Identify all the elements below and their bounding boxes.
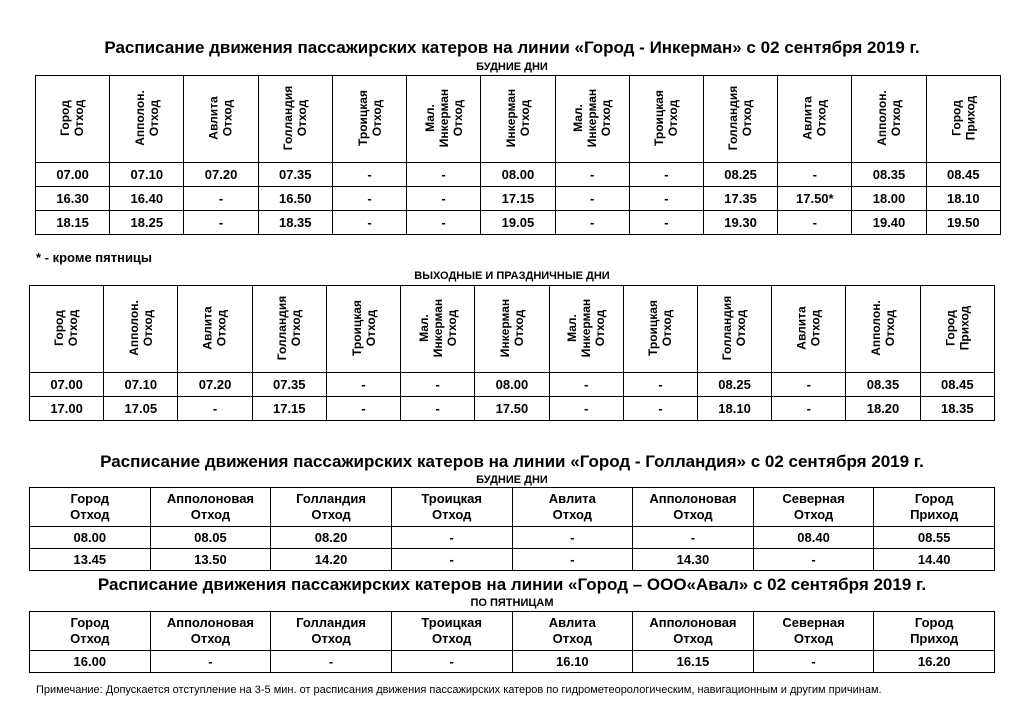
column-header [332, 76, 406, 163]
column-header [407, 76, 481, 163]
column-header-label: Троицкая Отход [646, 300, 675, 356]
column-header [475, 286, 549, 373]
time-cell: - [332, 211, 406, 235]
column-header: Авлита Отход [512, 612, 633, 651]
column-header: Апполоновая Отход [633, 612, 754, 651]
column-header [846, 286, 920, 373]
column-header [30, 286, 104, 373]
time-cell: 13.45 [30, 549, 151, 571]
time-cell: - [401, 397, 475, 421]
column-header: Голландия Отход [271, 612, 392, 651]
time-cell: 07.00 [30, 373, 104, 397]
table-row [30, 549, 995, 571]
time-cell: 19.30 [703, 211, 777, 235]
time-cell: - [629, 163, 703, 187]
column-header-label: Город Отход [52, 309, 81, 347]
column-header-label: Авлита Отход [800, 96, 829, 140]
column-header-label: Авлита Отход [201, 306, 230, 350]
time-cell: 17.05 [104, 397, 178, 421]
table-gollandiya [29, 487, 995, 571]
time-cell: 17.50* [778, 187, 852, 211]
time-cell: - [391, 549, 512, 571]
time-cell: - [401, 373, 475, 397]
table-row [30, 373, 995, 397]
time-cell: 13.50 [150, 549, 271, 571]
column-header [629, 76, 703, 163]
time-cell: 16.40 [110, 187, 184, 211]
time-cell: 17.35 [703, 187, 777, 211]
column-header-label: Инкерман Отход [497, 298, 526, 358]
footer-note: Примечание: Допускается отступление на 3-5 мин. от расписания движения пассажирских катеров по гидрометеорологическим, навигационным и другим причинам. [36, 684, 882, 696]
table-row [30, 527, 995, 549]
column-header-label: Мал. Инкерман Отход [571, 88, 614, 148]
time-cell: 07.35 [258, 163, 332, 187]
column-header: Апполоновая Отход [150, 612, 271, 651]
column-header-label: Мал. Инкерман Отход [565, 298, 608, 358]
time-cell: 08.35 [852, 163, 926, 187]
column-header [401, 286, 475, 373]
time-cell: 18.00 [852, 187, 926, 211]
footnote: * - кроме пятницы [36, 250, 153, 265]
time-cell: - [391, 527, 512, 549]
table-row [36, 187, 1001, 211]
time-cell: - [407, 211, 481, 235]
column-header-label: Голландия Отход [720, 295, 749, 361]
time-cell: - [629, 187, 703, 211]
time-cell: - [271, 651, 392, 673]
time-cell: 16.20 [874, 651, 995, 673]
column-header-label: Город Приход [949, 95, 978, 141]
time-cell: 18.15 [36, 211, 110, 235]
column-header-label: Авлита Отход [207, 96, 236, 140]
column-header-label: Город Приход [943, 305, 972, 351]
time-cell: - [512, 527, 633, 549]
column-header: Город Отход [30, 612, 151, 651]
table-row [30, 651, 995, 673]
time-cell: 08.00 [475, 373, 549, 397]
time-cell: 17.15 [252, 397, 326, 421]
time-cell: 08.55 [874, 527, 995, 549]
column-header: Голландия Отход [271, 488, 392, 527]
column-header: Троицкая Отход [391, 612, 512, 651]
time-cell: 18.10 [926, 187, 1000, 211]
time-cell: - [407, 163, 481, 187]
table-inkerman-weekdays [35, 75, 1001, 235]
column-header: Апполоновая Отход [150, 488, 271, 527]
column-header [778, 76, 852, 163]
time-cell: - [555, 211, 629, 235]
time-cell: - [623, 397, 697, 421]
column-header: Северная Отход [753, 488, 874, 527]
time-cell: 07.35 [252, 373, 326, 397]
time-cell: 19.05 [481, 211, 555, 235]
time-cell: 19.50 [926, 211, 1000, 235]
time-cell: - [555, 187, 629, 211]
column-header [697, 286, 771, 373]
time-cell: 08.40 [753, 527, 874, 549]
time-cell: - [753, 549, 874, 571]
time-cell: - [778, 163, 852, 187]
time-cell: 07.00 [36, 163, 110, 187]
table-row [36, 211, 1001, 235]
column-header: Город Приход [874, 612, 995, 651]
column-header [326, 286, 400, 373]
column-header-label: Инкерман Отход [503, 88, 532, 148]
time-cell: 16.30 [36, 187, 110, 211]
column-header-label: Мал. Инкерман Отход [416, 298, 459, 358]
time-cell: 19.40 [852, 211, 926, 235]
label-weekdays-1: БУДНИЕ ДНИ [476, 61, 548, 73]
time-cell: 08.20 [271, 527, 392, 549]
column-header: Апполоновая Отход [633, 488, 754, 527]
label-weekends: ВЫХОДНЫЕ И ПРАЗДНИЧНЫЕ ДНИ [414, 270, 610, 282]
table-row [36, 163, 1001, 187]
table-inkerman-weekends [29, 285, 995, 421]
time-cell: 14.30 [633, 549, 754, 571]
time-cell: 16.50 [258, 187, 332, 211]
column-header: Авлита Отход [512, 488, 633, 527]
time-cell: 16.15 [633, 651, 754, 673]
time-cell: 14.20 [271, 549, 392, 571]
column-header-label: Троицкая Отход [349, 300, 378, 356]
time-cell: - [549, 373, 623, 397]
time-cell: 18.10 [697, 397, 771, 421]
time-cell: 17.15 [481, 187, 555, 211]
column-header [926, 76, 1000, 163]
column-header [258, 76, 332, 163]
title-gorod-inkerman: Расписание движения пассажирских катеров на линии «Город - Инкерман» с 02 сентября 2019 г. [104, 38, 920, 57]
time-cell: 08.25 [703, 163, 777, 187]
time-cell: 17.50 [475, 397, 549, 421]
column-header-label: Апполон. Отход [875, 90, 904, 146]
time-cell: 07.10 [104, 373, 178, 397]
column-header-label: Авлита Отход [794, 306, 823, 350]
column-header [772, 286, 846, 373]
time-cell: 08.00 [481, 163, 555, 187]
column-header-label: Мал. Инкерман Отход [422, 88, 465, 148]
time-cell: - [772, 373, 846, 397]
time-cell: - [772, 397, 846, 421]
column-header [252, 286, 326, 373]
column-header-label: Голландия Отход [726, 85, 755, 151]
column-header-label: Город Отход [58, 99, 87, 137]
time-cell: - [178, 397, 252, 421]
time-cell: - [629, 211, 703, 235]
time-cell: 16.00 [30, 651, 151, 673]
time-cell: - [549, 397, 623, 421]
column-header [920, 286, 994, 373]
time-cell: - [326, 373, 400, 397]
time-cell: 08.45 [926, 163, 1000, 187]
time-cell: - [623, 373, 697, 397]
table-row [30, 397, 995, 421]
title-gorod-gollandiya: Расписание движения пассажирских катеров на линии «Город - Голландия» с 02 сентября 2019 г. [100, 452, 924, 471]
column-header [184, 76, 258, 163]
column-header-label: Голландия Отход [281, 85, 310, 151]
column-header [703, 76, 777, 163]
time-cell: - [512, 549, 633, 571]
column-header-label: Троицкая Отход [355, 90, 384, 146]
label-fridays: ПО ПЯТНИЦАМ [470, 597, 554, 609]
table-aval [29, 611, 995, 673]
column-header-label: Апполон. Отход [126, 300, 155, 356]
column-header [36, 76, 110, 163]
column-header-label: Апполон. Отход [869, 300, 898, 356]
time-cell: 16.10 [512, 651, 633, 673]
time-cell: 08.35 [846, 373, 920, 397]
time-cell: - [150, 651, 271, 673]
time-cell: 07.10 [110, 163, 184, 187]
time-cell: - [753, 651, 874, 673]
column-header [852, 76, 926, 163]
column-header-label: Голландия Отход [275, 295, 304, 361]
time-cell: - [332, 163, 406, 187]
column-header: Город Отход [30, 488, 151, 527]
time-cell: 07.20 [178, 373, 252, 397]
time-cell: 18.25 [110, 211, 184, 235]
time-cell: 18.35 [258, 211, 332, 235]
time-cell: 08.00 [30, 527, 151, 549]
time-cell: - [332, 187, 406, 211]
time-cell: - [184, 211, 258, 235]
time-cell: 18.35 [920, 397, 994, 421]
time-cell: - [326, 397, 400, 421]
time-cell: - [555, 163, 629, 187]
time-cell: 14.40 [874, 549, 995, 571]
time-cell: - [184, 187, 258, 211]
time-cell: 08.25 [697, 373, 771, 397]
column-header [110, 76, 184, 163]
time-cell: - [778, 211, 852, 235]
title-gorod-aval: Расписание движения пассажирских катеров на линии «Город – ООО«Авал» с 02 сентября 2019 г. [97, 575, 927, 594]
column-header: Троицкая Отход [391, 488, 512, 527]
time-cell: - [391, 651, 512, 673]
column-header [549, 286, 623, 373]
label-weekdays-2: БУДНИЕ ДНИ [476, 474, 548, 486]
time-cell: 17.00 [30, 397, 104, 421]
time-cell: 07.20 [184, 163, 258, 187]
column-header [104, 286, 178, 373]
column-header: Северная Отход [753, 612, 874, 651]
column-header [555, 76, 629, 163]
time-cell: 08.05 [150, 527, 271, 549]
column-header [178, 286, 252, 373]
column-header [623, 286, 697, 373]
column-header-label: Апполон. Отход [132, 90, 161, 146]
column-header: Город Приход [874, 488, 995, 527]
time-cell: - [633, 527, 754, 549]
column-header-label: Троицкая Отход [652, 90, 681, 146]
time-cell: 18.20 [846, 397, 920, 421]
column-header [481, 76, 555, 163]
time-cell: 08.45 [920, 373, 994, 397]
time-cell: - [407, 187, 481, 211]
